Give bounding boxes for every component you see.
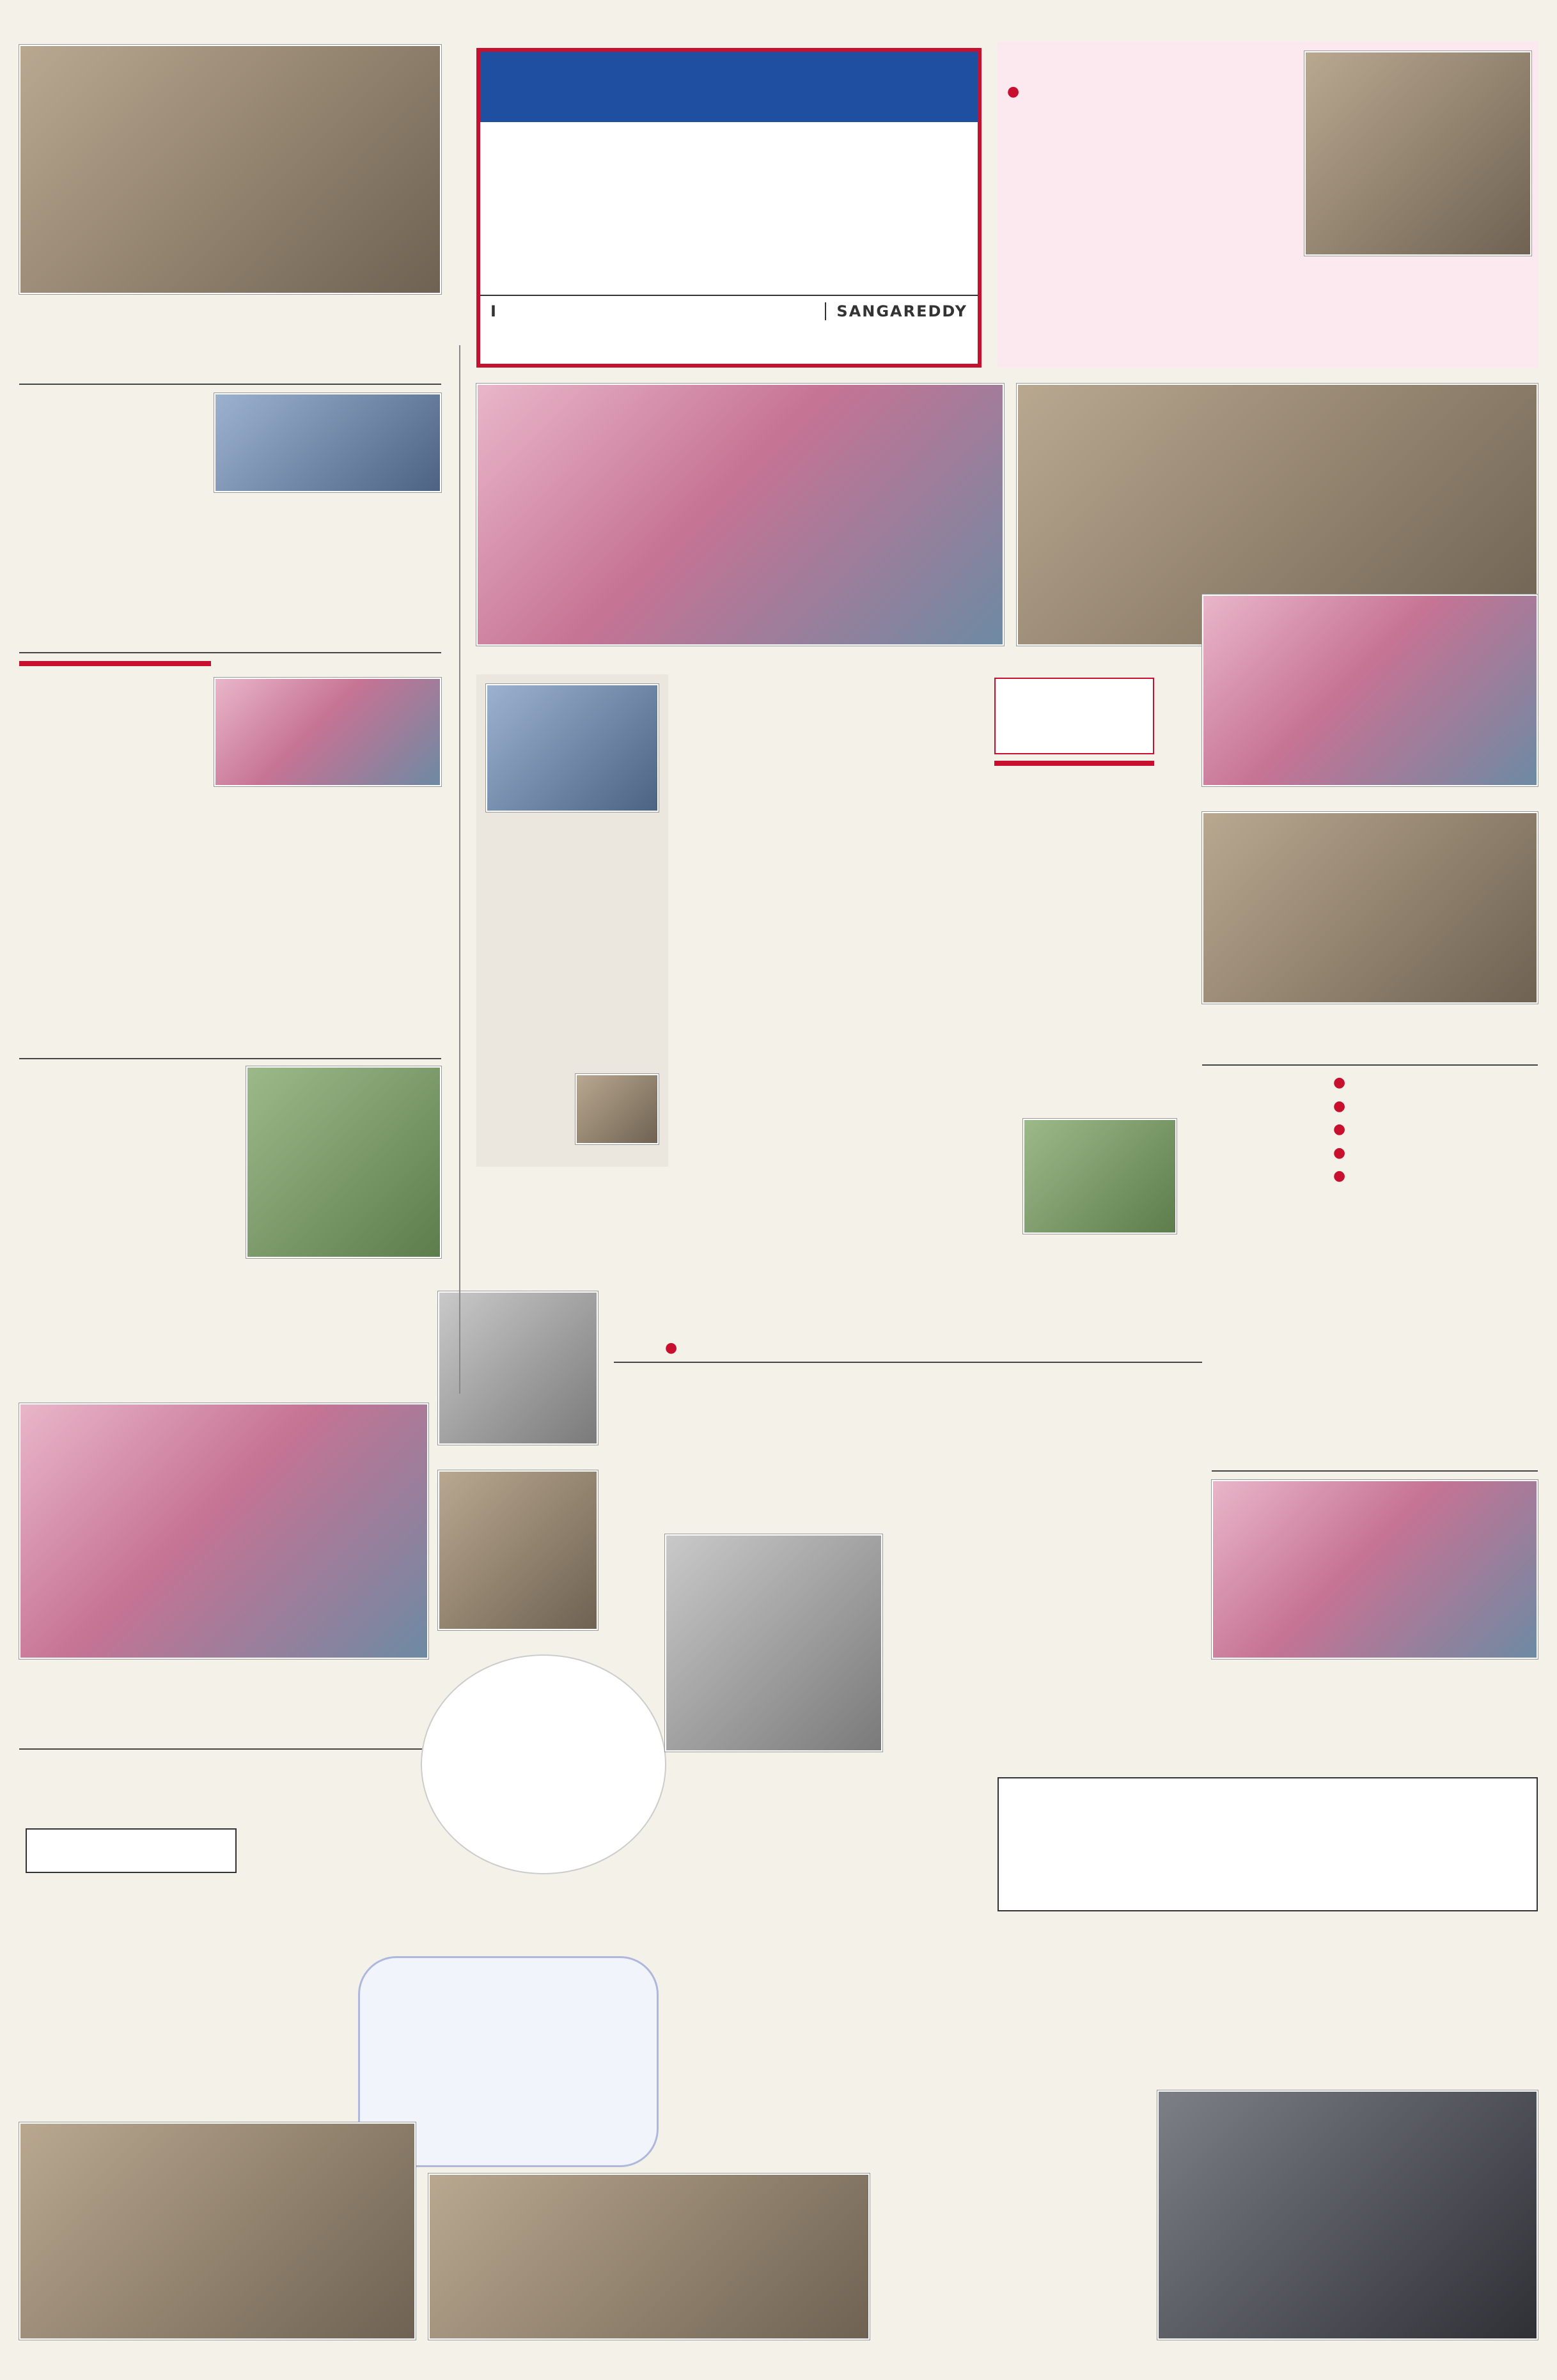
city-en: SANGAREDDY (825, 302, 967, 320)
queue-photo (428, 2174, 870, 2340)
divider (19, 652, 441, 653)
temple-photo (19, 45, 441, 294)
auto-body (486, 895, 659, 1061)
temple-photo-caption (19, 297, 441, 335)
divider (19, 384, 441, 385)
masthead (476, 48, 982, 368)
gift-sub (26, 1828, 237, 1873)
land-pooling-body (19, 391, 205, 602)
ncc-body (998, 1921, 1538, 2081)
tag-item (1333, 1144, 1538, 1163)
new-house-photo (438, 1470, 598, 1630)
divider (1202, 1064, 1538, 1066)
ncc-photo (1157, 2090, 1538, 2340)
tag-item (1333, 1121, 1538, 1139)
ration-shop-photo (19, 2122, 416, 2340)
violations-sub (665, 1339, 1177, 1358)
sdp-photo (1202, 595, 1538, 786)
old-house-photo (438, 1291, 598, 1445)
divider (614, 1362, 1202, 1363)
burn-body (665, 1784, 985, 2129)
hat-trick-body (684, 1170, 1017, 1362)
jcb-photo (246, 1066, 441, 1258)
ribbon-cutting-photo (19, 1403, 428, 1659)
tag-item (1333, 1167, 1538, 1186)
ncc-body-2 (998, 2090, 1148, 2359)
tag-item (1333, 1074, 1538, 1093)
food-photo (1202, 812, 1538, 1004)
masthead-info-bar (480, 295, 978, 327)
people-leader-tags (1333, 1074, 1538, 1186)
right-top-sub (1007, 83, 1263, 102)
schools-body (19, 690, 205, 1010)
schools-body-2 (214, 808, 441, 1010)
ideal-leader-photo (1212, 1480, 1538, 1659)
tag-item (1333, 1098, 1538, 1116)
main-sidebar-box (994, 678, 1154, 754)
ration-body (374, 1969, 537, 2135)
auto-photo (486, 684, 659, 812)
tattoo-photo (575, 1074, 659, 1144)
divider (1212, 1470, 1538, 1472)
column-divider (459, 345, 460, 1394)
cake-cutting-photo (476, 384, 1004, 646)
collector-photo (214, 393, 441, 492)
crowd-photo (1304, 51, 1531, 256)
complaint-body (988, 1560, 1205, 1758)
seized-goods-photo (665, 1534, 882, 1752)
land-pooling-body-2 (214, 511, 441, 601)
ncc-headline-box (998, 1777, 1538, 1911)
burn-headline-block (422, 1656, 665, 1873)
schools-photo (214, 678, 441, 786)
schools-byline (19, 661, 211, 666)
city-name (480, 122, 978, 295)
edition-marker: I (490, 302, 496, 320)
mallanna-body (19, 1066, 237, 1392)
divider (19, 1058, 441, 1059)
mallanna-body-2 (246, 1304, 441, 1392)
main-body (684, 876, 1177, 1106)
right-top-body (1007, 109, 1295, 361)
brand-name (480, 52, 978, 122)
hat-trick-photo (1023, 1119, 1177, 1234)
main-sidebar-tag (994, 761, 1154, 766)
